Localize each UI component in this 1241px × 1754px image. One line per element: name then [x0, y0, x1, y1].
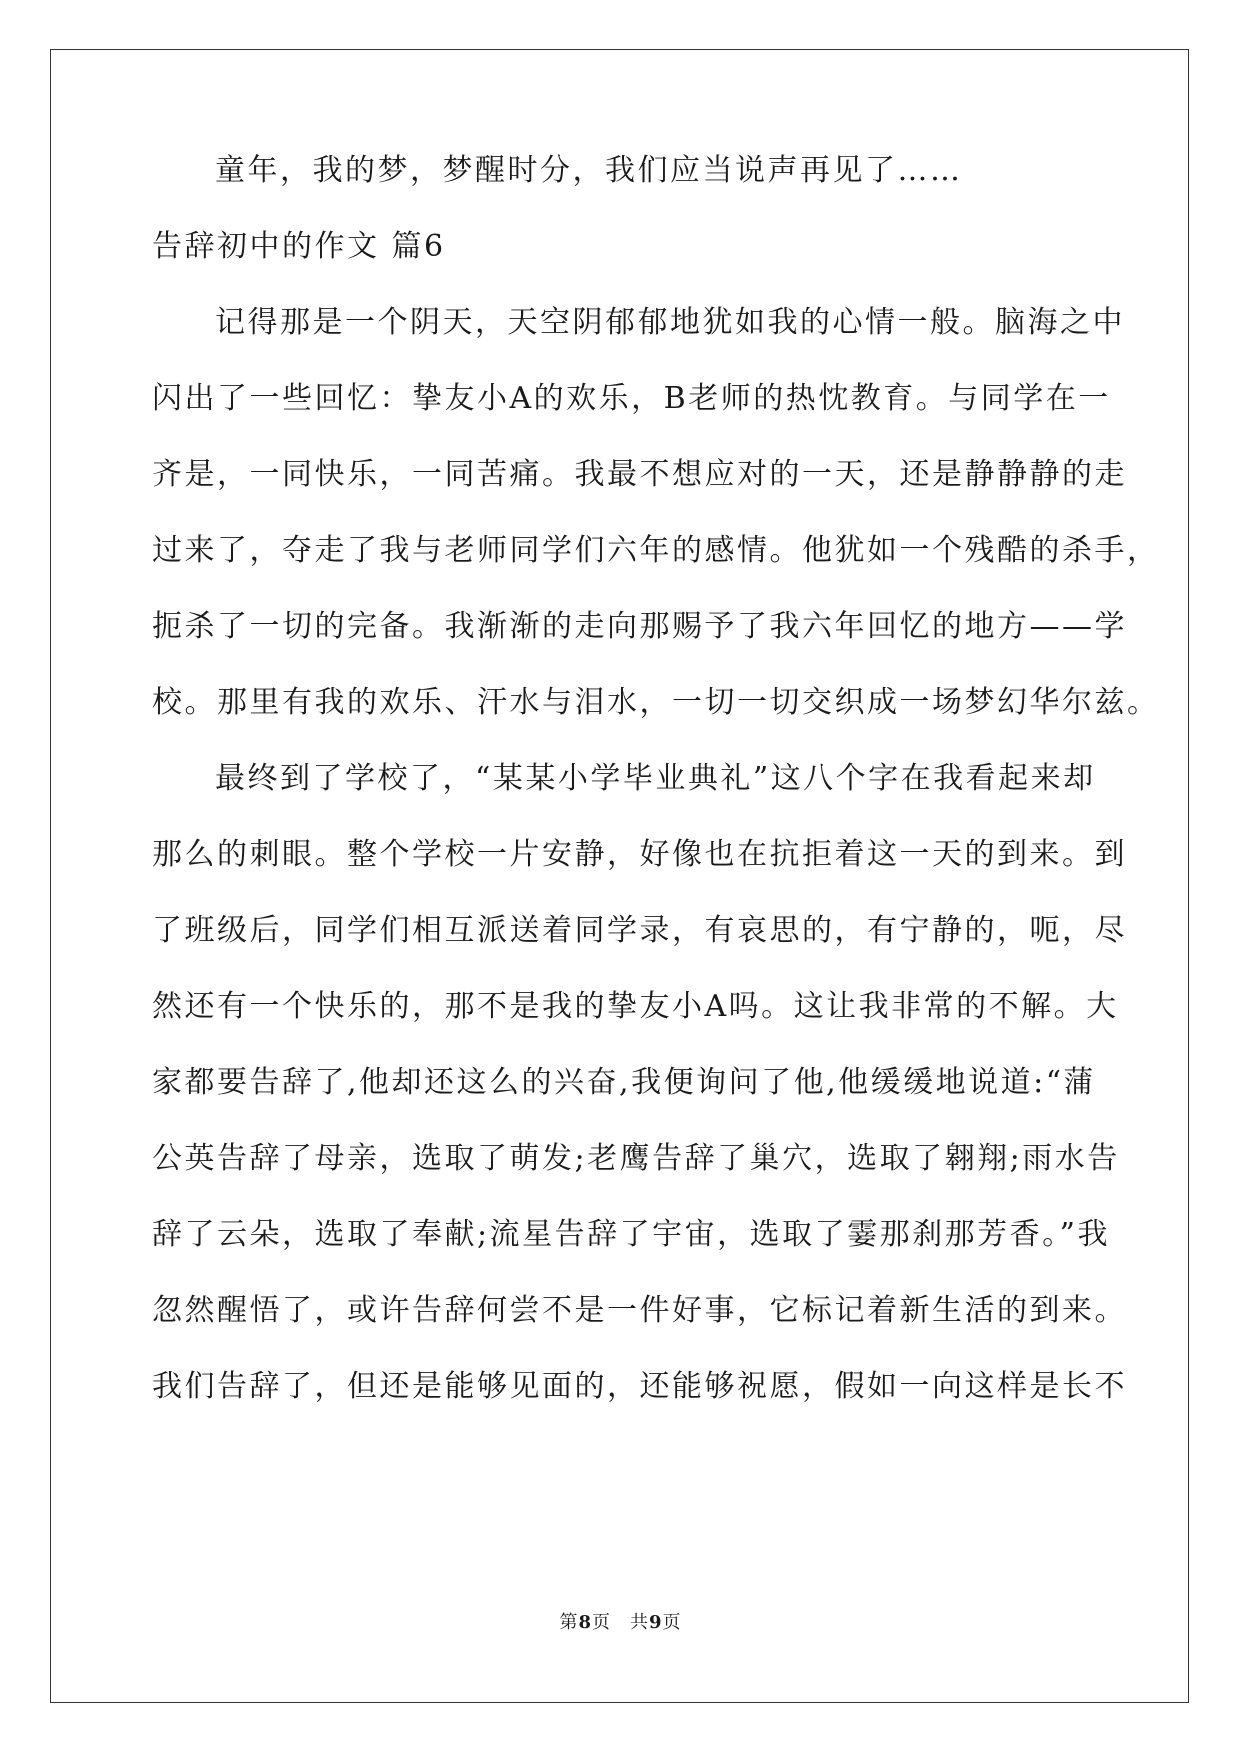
body-line-4: 闪出了一些回忆：挚友小A的欢乐，B老师的热忱教育。与同学在一 [152, 381, 1111, 416]
body-line-11: 了班级后，同学们相互派送着同学录，有哀思的，有宁静的，呃，尽 [152, 913, 1127, 948]
body-line-15: 辞了云朵，选取了奉献;流星告辞了宇宙，选取了霎那刹那芳香。”我 [152, 1217, 1110, 1252]
body-line-6: 过来了，夺走了我与老师同学们六年的感情。他犹如一个残酷的杀手， [152, 533, 1160, 568]
footer-mid: 页 共 [592, 1612, 649, 1633]
current-page-number: 8 [578, 1612, 592, 1633]
page-footer [0, 1611, 1241, 1635]
body-line-17: 我们告辞了，但还是能够见面的，还能够祝愿，假如一向这样是长不 [152, 1369, 1127, 1404]
body-line-16: 忽然醒悟了，或许告辞何尝不是一件好事，它标记着新生活的到来。 [152, 1293, 1127, 1328]
body-line-10: 那么的刺眼。整个学校一片安静，好像也在抗拒着这一天的到来。到 [152, 837, 1127, 872]
section-heading: 告辞初中的作文 篇6 [152, 229, 446, 264]
body-line-8: 校。那里有我的欢乐、汗水与泪水，一切一切交织成一场梦幻华尔兹。 [152, 685, 1160, 720]
body-line-1: 童年，我的梦，梦醒时分，我们应当说声再见了…… [215, 153, 963, 188]
page-frame [50, 49, 1189, 1703]
body-line-3: 记得那是一个阴天，天空阴郁郁地犹如我的心情一般。脑海之中 [215, 305, 1125, 340]
body-line-14: 公英告辞了母亲，选取了萌发;老鹰告辞了巢穴，选取了翱翔;雨水告 [152, 1141, 1120, 1176]
body-line-5: 齐是，一同快乐，一同苦痛。我最不想应对的一天，还是静静静的走 [152, 457, 1127, 492]
body-line-12: 然还有一个快乐的，那不是我的挚友小A吗。这让我非常的不解。大 [152, 989, 1119, 1024]
footer-prefix: 第 [559, 1612, 579, 1633]
footer-suffix: 页 [662, 1612, 682, 1633]
body-line-13: 家都要告辞了,他却还这么的兴奋,我便询问了他,他缓缓地说道:“蒲 [152, 1065, 1097, 1100]
body-line-7: 扼杀了一切的完备。我渐渐的走向那赐予了我六年回忆的地方——学 [152, 609, 1127, 644]
total-pages-number: 9 [649, 1612, 663, 1633]
body-line-9: 最终到了学校了，“某某小学毕业典礼”这八个字在我看起来却 [215, 761, 1096, 796]
